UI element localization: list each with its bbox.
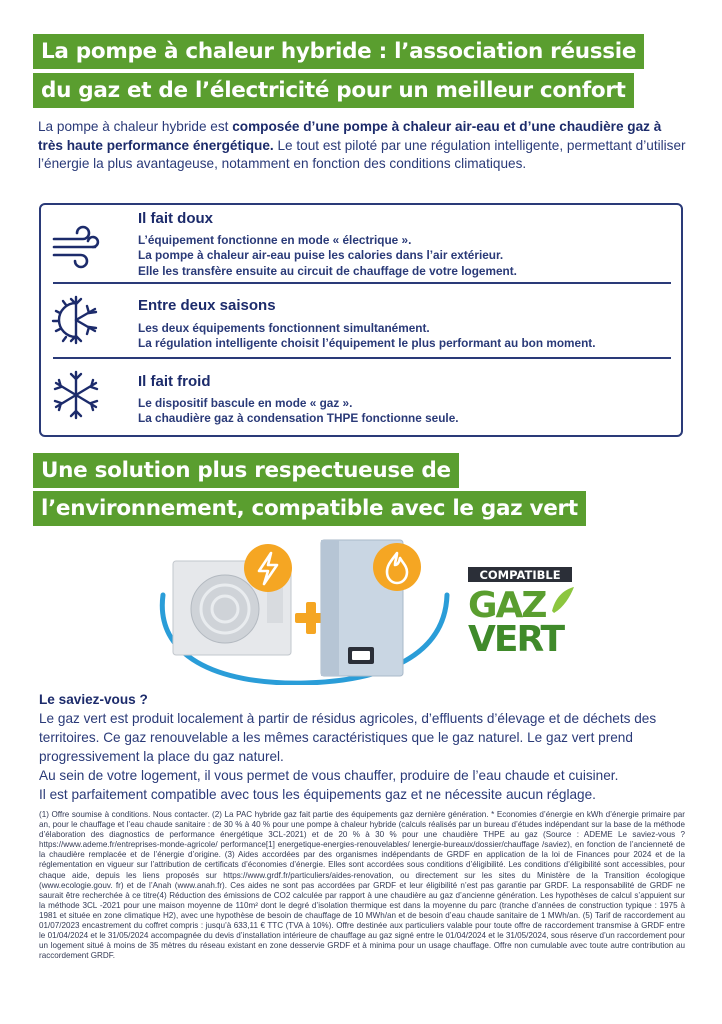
- hybrid-heat-pump-illustration: [155, 535, 455, 685]
- snowflake-icon: [51, 370, 101, 420]
- flame-icon: [373, 543, 421, 591]
- mode-title: Entre deux saisons: [138, 297, 276, 314]
- mode-description: [138, 396, 668, 427]
- mode-title: Il fait froid: [138, 373, 211, 390]
- intro-text-bold: composée d’une pompe à chaleur air-eau et d’une chaudière gaz à très haute performance énergétique.: [38, 119, 662, 153]
- did-you-know-section: [39, 690, 689, 804]
- headline-1-line-2: du gaz et de l’électricité pour un meilleur confort: [33, 73, 634, 108]
- mode-line: Le dispositif bascule en mode « gaz ».: [138, 396, 353, 410]
- badge-vert-text: VERT: [468, 619, 564, 655]
- headline-2-line-1: Une solution plus respectueuse de: [33, 453, 459, 488]
- divider: [53, 357, 671, 359]
- mode-line: La régulation intelligente choisit l’équipement le plus performant au bon moment.: [138, 336, 596, 351]
- did-you-know-paragraph: Au sein de votre logement, il vous permet de vous chauffer, produire de l’eau chaude et cuisiner.: [39, 768, 619, 783]
- legal-footnotes: (1) Offre soumise à conditions. Nous contacter. (2) La PAC hybride gaz fait partie des équipements gaz dernière génération. * Economies d’énergie en kWh d’énergie primaire par an, pour le chauffage et l’eau chaude sanitaire : de 30 % à 40 % pour une pompe à chaleur hybride (calculs réalisés par un bureau d’études indépendant sur la base de la méthode d’élaboration des diagnostics de performance énergétique 3CL-2021) et de 20 % à 30 % pour une chaudière THPE au gaz (Source : ADEME Le saviez-vous ? https://www.ademe.fr/entreprises-monde-agricole/ performance[1] energetique-energies-renouvelables/ lenergie-bureaux/dossier/chauffage /saviez), en fonction de l’ancienneté de la chaudière remplacée et de l’énergie d’origine. (3) Aides accordées par des organismes indépendants de GRDF en application de la loi de Finances pour 2024 et de la réglementation en vigueur sur l’attribution de certificats d’économies d’énergie. Elles sont accordées sous conditions d’éligibilité. Les conditions d’éligibilité sont accessibles, pour chaque aide, depuis les liens proposés sur https://www.grdf.fr/particuliers/aides-renovation, ou directement sur les sites du Ministère de la Transition écologique (www.ecologie.gouv. fr) et de l’Anah (www.anah.fr). Ces aides ne sont pas accordées par GRDF et leur éligibilité n’est pas garantie par GRDF. La responsabilité de GRDF ne saurait être recherchée à ce titre(4) Réduction des émissions de CO2 calculée par rapport à une chaudière au gaz d’ancienne génération. Les hypothèses de calcul s’appuient sur la méthode 3CL -2021 pour une maison moyenne de 110m² dont le degré d’isolation thermique est dans la moyenne du parc (tranche d’années de construction typique : 1975 à 1981 et située en zone climatique H2), avec une hypothèse de besoin de chauffage de 10 MWh/an et de besoin d’eau chaude sanitaire de 1 MWh/an. (5) Tarif de raccordement au 01/07/2023 encastrement du coffret compris : jusqu’à 633,11 € TTC (TVA à 10%). Offre destinée aux particuliers valable pour toute offre de raccordement transmise à GRDF entre le 01/04/2024 et le 31/05/2024 accompagnée du devis d’installation intérieure de chauffage au gaz signé entre le 01/04/2024 et le 31/05/2024, sous réserve d’un raccordement pour un logement situé à moins de 35 mètres du réseau existant en zone desservie GRDF et à minima pour un usage chauffage. Offre non cumulable avec toute autre contribution au raccordement GRDF.: [39, 810, 685, 961]
- intro-text-start: La pompe à chaleur hybride est: [38, 119, 233, 134]
- did-you-know-title: Le saviez-vous ?: [39, 692, 148, 707]
- sun-snowflake-icon: [51, 295, 101, 345]
- lightning-icon: [244, 544, 292, 592]
- did-you-know-paragraph: Le gaz vert est produit localement à partir de résidus agricoles, d’effluents d’élevage et de déchets des territoires. Ce gaz renouvelable a les mêmes caractéristiques que le gaz naturel. Le gaz vert prend progressivement la place du gaz naturel.: [39, 711, 657, 764]
- did-you-know-paragraph: Il est parfaitement compatible avec tous les équipements gaz et ne nécessite aucun réglage.: [39, 787, 596, 802]
- compatible-gaz-vert-logo: [466, 565, 576, 655]
- mode-title: Il fait doux: [138, 210, 213, 227]
- intro-paragraph: [38, 118, 688, 174]
- leaf-icon: [552, 587, 574, 613]
- badge-compatible-text: COMPATIBLE: [479, 568, 561, 582]
- mode-line: La chaudière gaz à condensation THPE fonctionne seule.: [138, 411, 459, 426]
- mode-line: La pompe à chaleur air-eau puise les calories dans l’air extérieur.: [138, 248, 504, 263]
- divider: [53, 282, 671, 284]
- heating-modes-box: [39, 203, 683, 437]
- mode-line: L’équipement fonctionne en mode « électrique ».: [138, 233, 412, 247]
- intro-text-end: Le tout est piloté par une régulation intelligente, permettant d’utiliser l’énergie la plus avantageuse, notamment en fonction des conditions climatiques.: [38, 137, 686, 172]
- mode-line: Elle les transfère ensuite au circuit de chauffage de votre logement.: [138, 263, 517, 278]
- headline-2-line-2: l’environnement, compatible avec le gaz vert: [33, 491, 586, 526]
- mode-line: Les deux équipements fonctionnent simultanément.: [138, 321, 430, 335]
- badge-gaz-text: GAZ: [468, 585, 546, 626]
- mode-description: [138, 321, 668, 352]
- mode-description: [138, 233, 668, 279]
- headline-1-line-1: La pompe à chaleur hybride : l’association réussie: [33, 34, 644, 69]
- wind-icon: [51, 223, 101, 273]
